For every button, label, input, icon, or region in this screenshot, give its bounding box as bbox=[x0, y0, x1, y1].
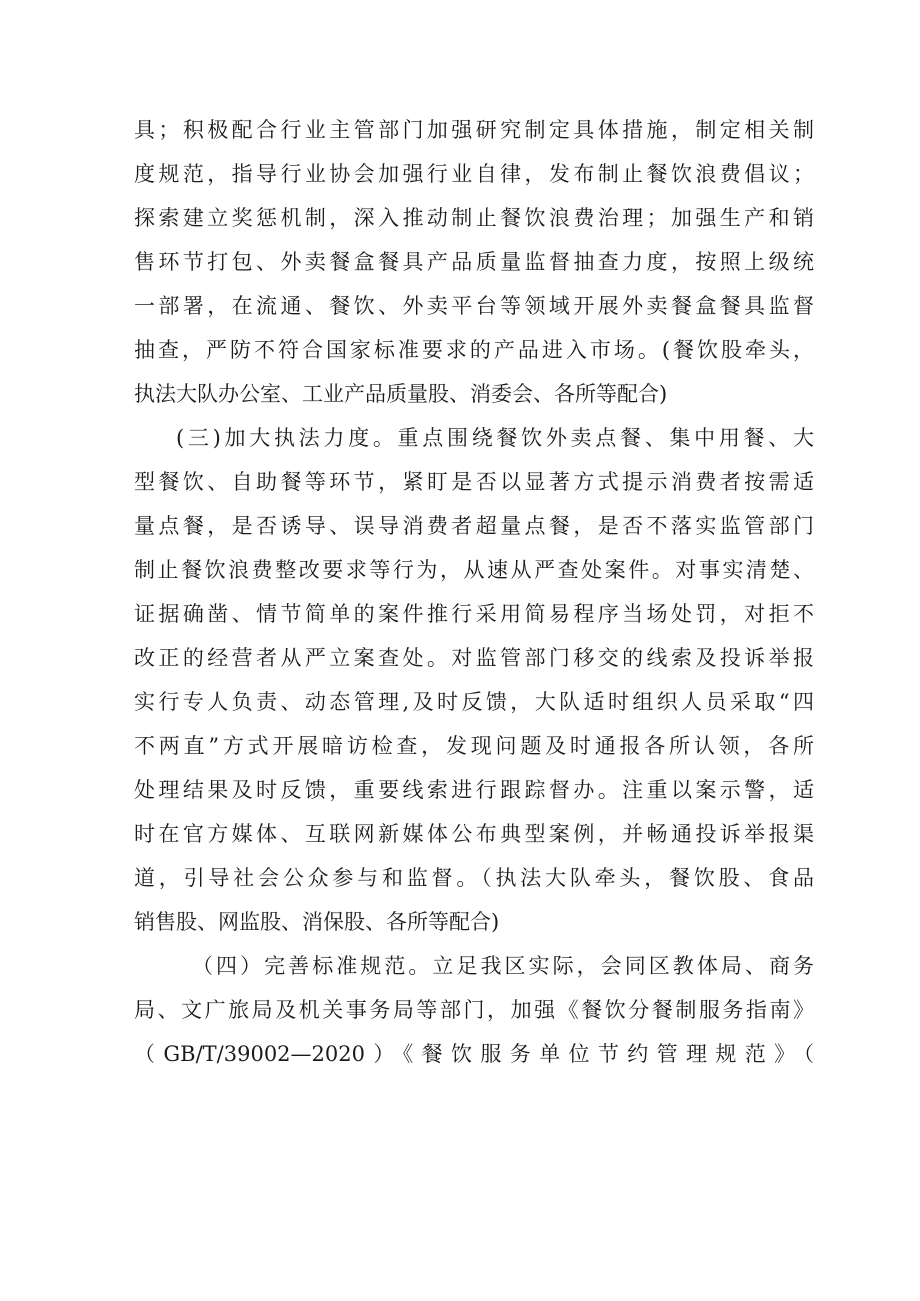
text-line: 抽查，严防不符合国家标准要求的产品进入市场。(餐饮股牵头， bbox=[134, 338, 814, 362]
text-line: （GB/T/39002—2020）《餐饮服务单位节约管理规范》（ bbox=[134, 1042, 814, 1066]
text-line: 道，引导社会公众参与和监督。（执法大队牵头，餐饮股、食品 bbox=[134, 866, 814, 890]
text-line: 售环节打包、外卖餐盒餐具产品质量监督抽查力度，按照上级统 bbox=[134, 250, 814, 274]
paragraph-heading-line: (三)加大执法力度。重点围绕餐饮外卖点餐、集中用餐、大 bbox=[176, 426, 814, 450]
text-line: 一部署，在流通、餐饮、外卖平台等领域开展外卖餐盒餐具监督 bbox=[134, 294, 814, 318]
paragraph-heading-line: （四）完善标准规范。立足我区实际，会同区教体局、商务 bbox=[192, 954, 814, 978]
text-line: 不两直”方式开展暗访检查，发现问题及时通报各所认领，各所 bbox=[134, 734, 814, 758]
text-line: 型餐饮、自助餐等环节，紧盯是否以显著方式提示消费者按需适 bbox=[134, 470, 814, 494]
text-line: 量点餐，是否诱导、误导消费者超量点餐，是否不落实监管部门 bbox=[134, 514, 814, 538]
text-line: 具；积极配合行业主管部门加强研究制定具体措施，制定相关制 bbox=[134, 118, 814, 142]
text-line: 执法大队办公室、工业产品质量股、消委会、各所等配合) bbox=[134, 382, 668, 406]
paragraph-measures bbox=[134, 108, 814, 416]
text-line: 局、文广旅局及机关事务局等部门，加强《餐饮分餐制服务指南》 bbox=[134, 998, 814, 1022]
paragraph-enforcement bbox=[134, 416, 814, 944]
text-line: 改正的经营者从严立案查处。对监管部门移交的线索及投诉举报 bbox=[134, 646, 814, 670]
document-body bbox=[134, 108, 814, 1076]
text-line: 探索建立奖惩机制，深入推动制止餐饮浪费治理；加强生产和销 bbox=[134, 206, 814, 230]
text-line: 证据确凿、情节简单的案件推行采用简易程序当场处罚，对拒不 bbox=[134, 602, 814, 626]
text-line: 处理结果及时反馈，重要线索进行跟踪督办。注重以案示警，适 bbox=[134, 778, 814, 802]
text-line: 销售股、网监股、消保股、各所等配合) bbox=[134, 910, 500, 934]
text-line: 时在官方媒体、互联网新媒体公布典型案例，并畅通投诉举报渠 bbox=[134, 822, 814, 846]
paragraph-standards bbox=[134, 944, 814, 1076]
text-line: 实行专人负责、动态管理,及时反馈，大队适时组织人员采取“四 bbox=[134, 690, 814, 714]
text-line: 度规范，指导行业协会加强行业自律，发布制止餐饮浪费倡议； bbox=[134, 162, 814, 186]
text-line: 制止餐饮浪费整改要求等行为，从速从严查处案件。对事实清楚、 bbox=[134, 558, 814, 582]
